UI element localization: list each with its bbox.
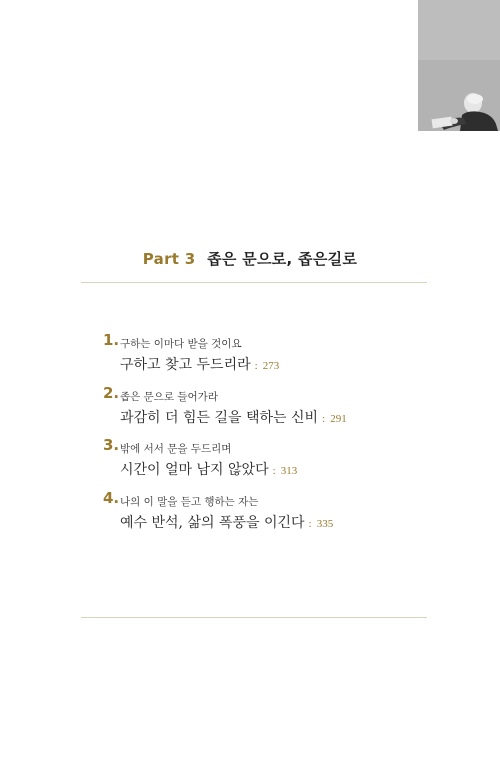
part-label: Part 3 <box>142 250 196 268</box>
part-heading <box>0 248 500 269</box>
entry-number: 2. <box>103 384 120 402</box>
entry-separator: : <box>308 518 312 530</box>
entry-title: 시간이 얼마 남지 않았다 <box>120 462 269 478</box>
entry-page-number: 313 <box>280 465 298 477</box>
entry-number: 4. <box>103 489 120 507</box>
entry-subtitle: 좁은 문으로 들어가라 <box>120 391 218 403</box>
entry-separator: : <box>254 360 258 372</box>
entry-page-number: 335 <box>316 518 334 530</box>
entry-main-line <box>120 407 347 427</box>
entry-title: 과감히 더 힘든 길을 택하는 신비 <box>120 410 319 426</box>
part-title: 좁은 문으로, 좁은길로 <box>207 250 358 268</box>
bottom-divider <box>81 617 427 618</box>
entry-page-number: 273 <box>262 360 280 372</box>
entry-number: 1. <box>103 331 120 349</box>
entry-title: 구하고 찾고 두드리라 <box>120 357 251 373</box>
entry-title: 예수 반석, 삶의 폭풍을 이긴다 <box>120 515 305 531</box>
entry-main-line <box>120 459 297 479</box>
top-divider <box>81 282 427 283</box>
entry-number: 3. <box>103 436 120 454</box>
entry-subtitle: 나의 이 말을 듣고 행하는 자는 <box>120 496 259 508</box>
entry-separator: : <box>272 465 276 477</box>
entry-main-line <box>120 354 279 374</box>
entry-page-number: 291 <box>330 413 347 425</box>
entry-separator: : <box>322 413 326 425</box>
entry-subtitle: 밖에 서서 문을 두드리며 <box>120 443 232 455</box>
author-photo <box>418 0 500 131</box>
entry-main-line <box>120 512 333 532</box>
author-photo-figure <box>418 0 500 131</box>
entry-subtitle: 구하는 이마다 받을 것이요 <box>120 338 242 350</box>
